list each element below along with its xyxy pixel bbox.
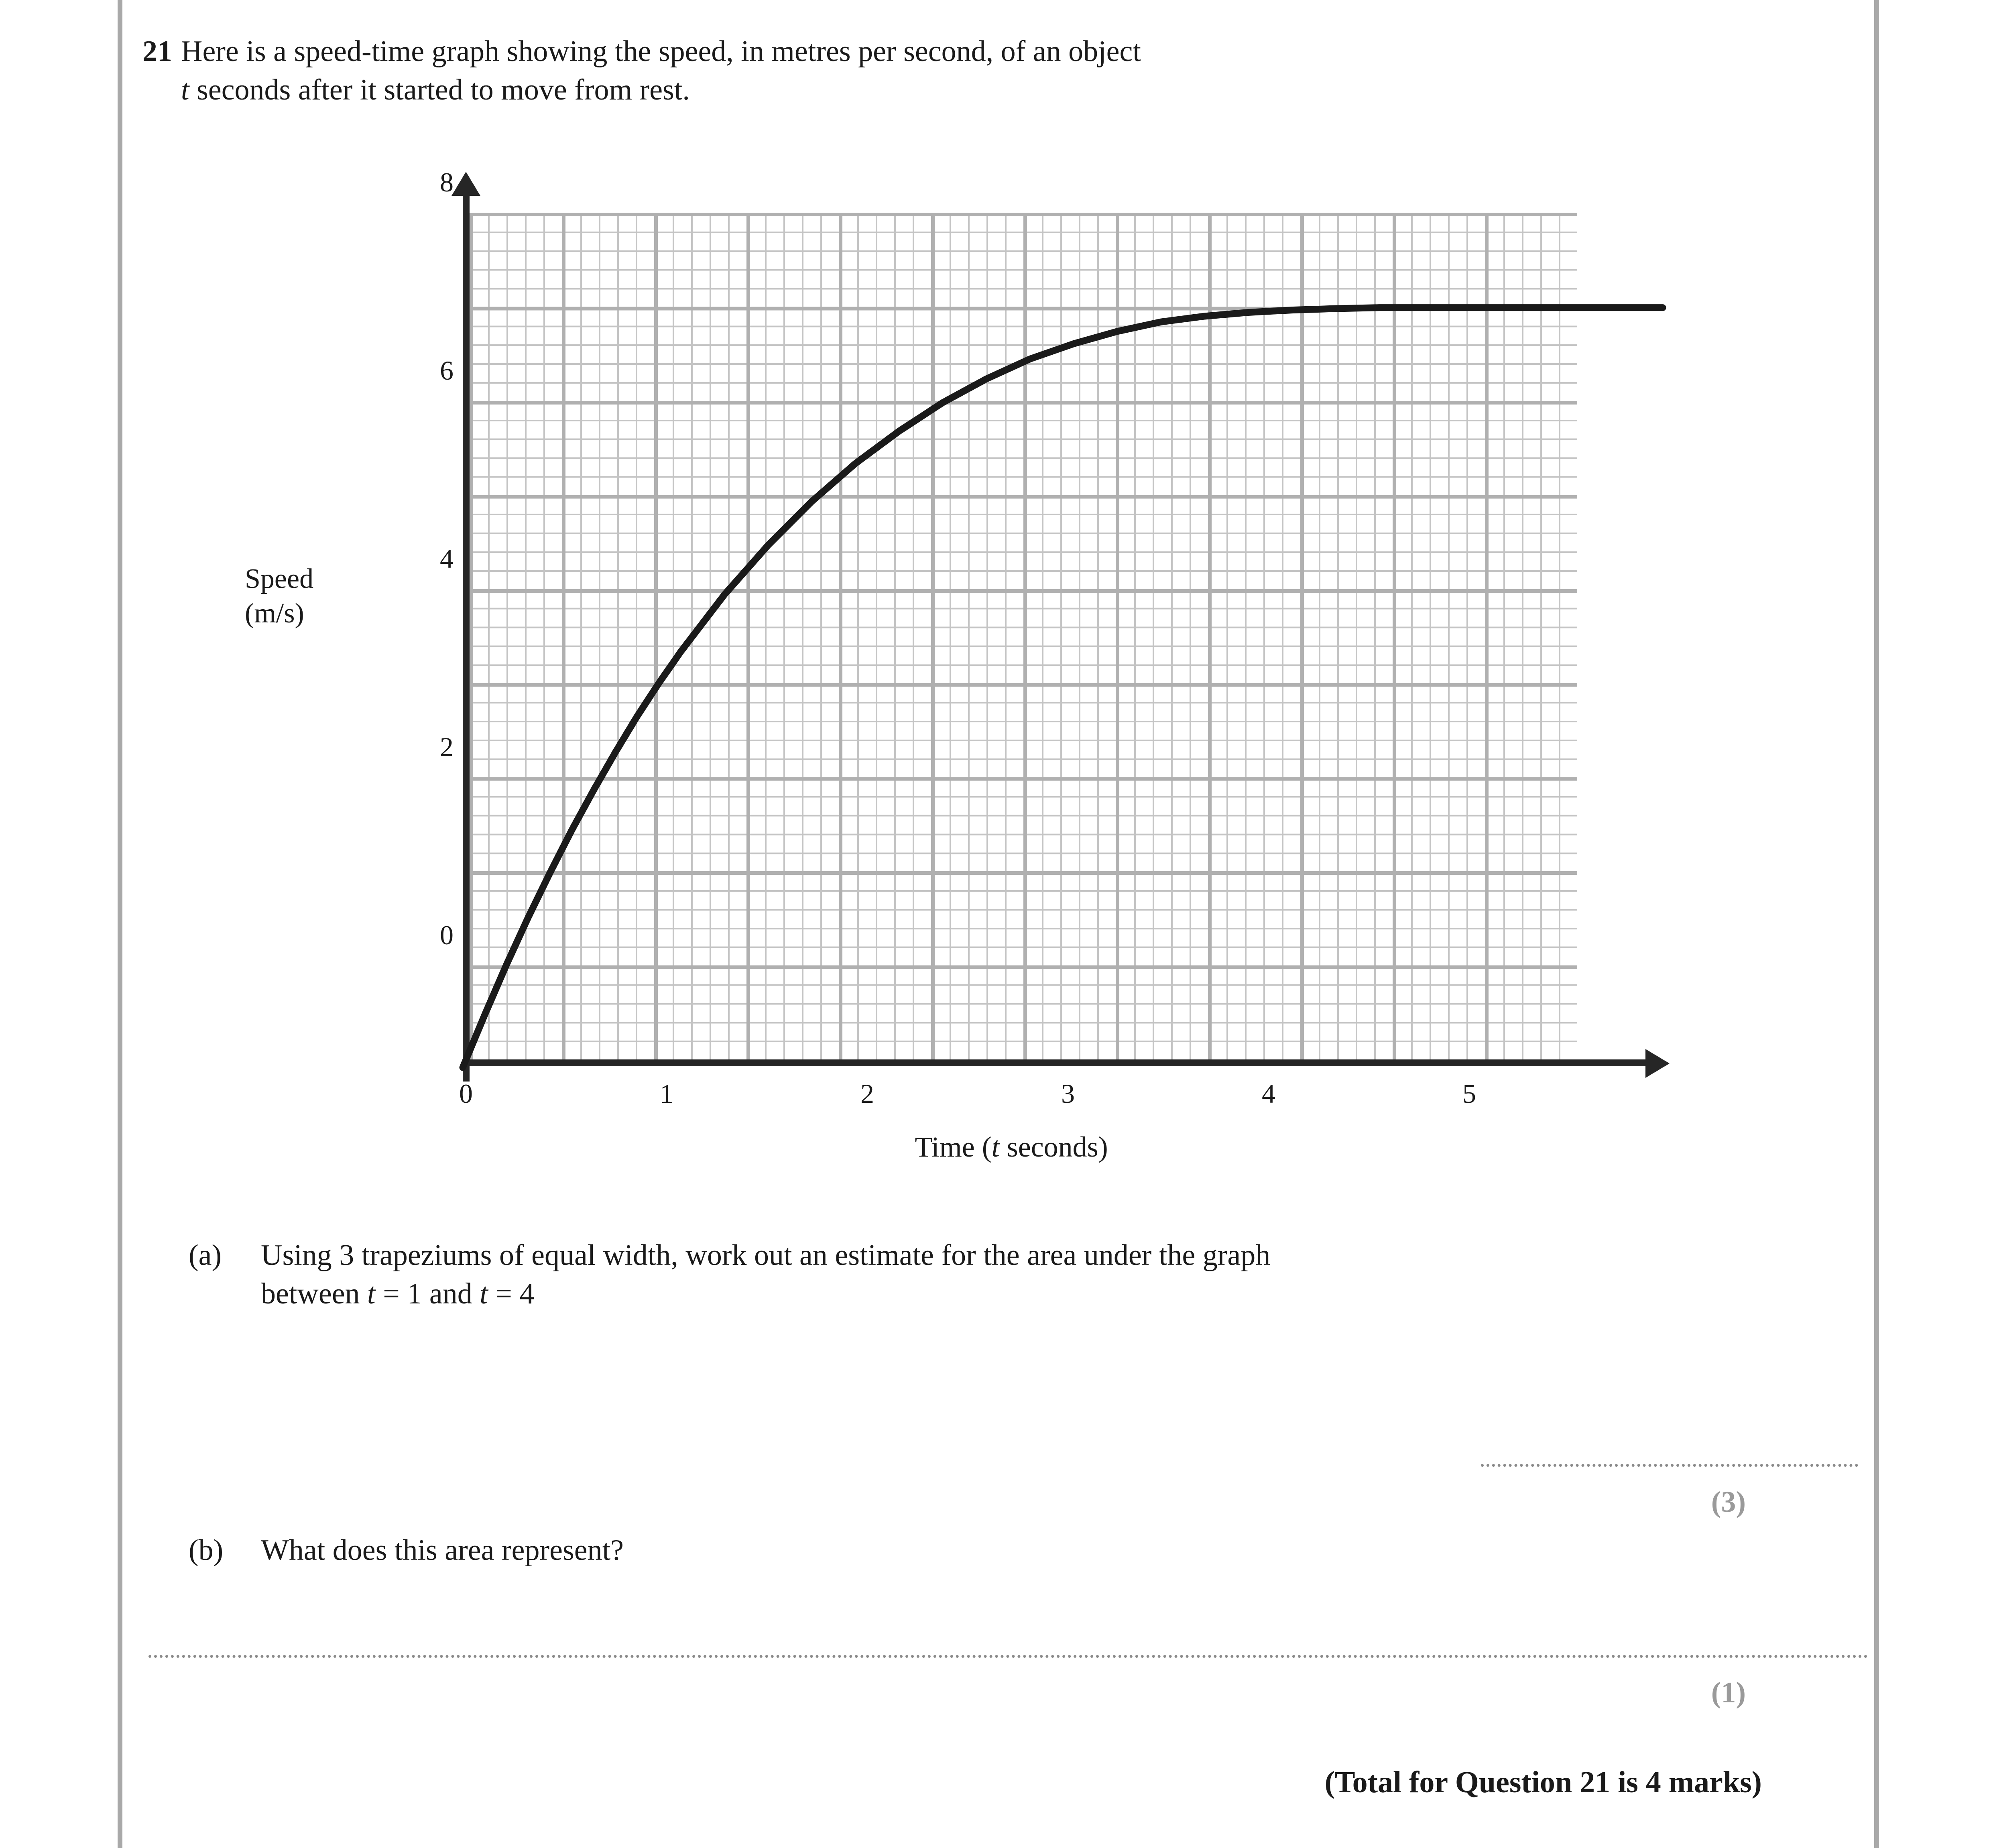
x-tick-0: 0	[459, 1078, 473, 1109]
y-tick-2: 2	[440, 732, 454, 762]
part-a	[189, 1236, 1698, 1313]
right-margin-rule	[1874, 0, 1879, 1848]
left-margin-rule	[118, 0, 122, 1848]
y-axis-title	[245, 562, 413, 631]
question-text	[181, 32, 1141, 109]
marks-a: (3)	[1711, 1486, 1746, 1519]
total-marks-note: (Total for Question 21 is 4 marks)	[1324, 1765, 1762, 1799]
y-axis-title-line-1: Speed	[245, 563, 314, 594]
y-tick-6: 6	[440, 355, 454, 386]
y-tick-8: 8	[440, 167, 454, 197]
part-a-line-2-post: = 4	[488, 1277, 535, 1310]
answer-line-a[interactable]	[1481, 1464, 1858, 1467]
part-a-label: (a)	[189, 1239, 222, 1272]
x-tick-labels	[257, 1077, 1662, 1122]
y-axis-arrow-icon	[451, 172, 480, 196]
y-tick-0: 0	[440, 920, 454, 950]
question-number: 21	[142, 35, 172, 68]
marks-b: (1)	[1711, 1676, 1746, 1709]
y-tick-4: 4	[440, 543, 454, 574]
x-tick-4: 4	[1262, 1078, 1275, 1109]
x-axis-variable-t: t	[991, 1131, 1000, 1163]
part-a-line-2-mid: = 1 and	[375, 1277, 480, 1310]
x-tick-1: 1	[660, 1078, 673, 1109]
part-a-line-1: Using 3 trapeziums of equal width, work out an estimate for the area under the graph	[261, 1239, 1271, 1272]
x-tick-5: 5	[1462, 1078, 1476, 1109]
question-line-2-rest: seconds after it started to move from rest.	[189, 73, 690, 106]
part-b-body: What does this area represent?	[261, 1534, 624, 1567]
question-stem	[142, 32, 1708, 109]
x-tick-3: 3	[1061, 1078, 1075, 1109]
x-axis-title-pre: Time (	[915, 1131, 992, 1163]
x-axis-title	[570, 1130, 1453, 1164]
question-line-1: Here is a speed-time graph showing the speed, in metres per second, of an object	[181, 35, 1141, 68]
x-tick-2: 2	[860, 1078, 874, 1109]
answer-line-b[interactable]	[148, 1655, 1868, 1658]
y-axis-title-line-2: (m/s)	[245, 598, 304, 629]
x-axis-title-post: seconds)	[999, 1131, 1108, 1163]
part-a-variable-t2: t	[480, 1277, 488, 1310]
part-a-line-2-pre: between	[261, 1277, 368, 1310]
question-line-2	[181, 71, 1141, 109]
speed-curve	[463, 213, 1663, 1067]
variable-t: t	[181, 73, 189, 106]
speed-time-graph	[245, 167, 1686, 1196]
part-a-variable-t1: t	[367, 1277, 376, 1310]
part-a-body	[261, 1236, 1698, 1313]
part-b-label: (b)	[189, 1534, 224, 1567]
part-b	[189, 1531, 1553, 1569]
